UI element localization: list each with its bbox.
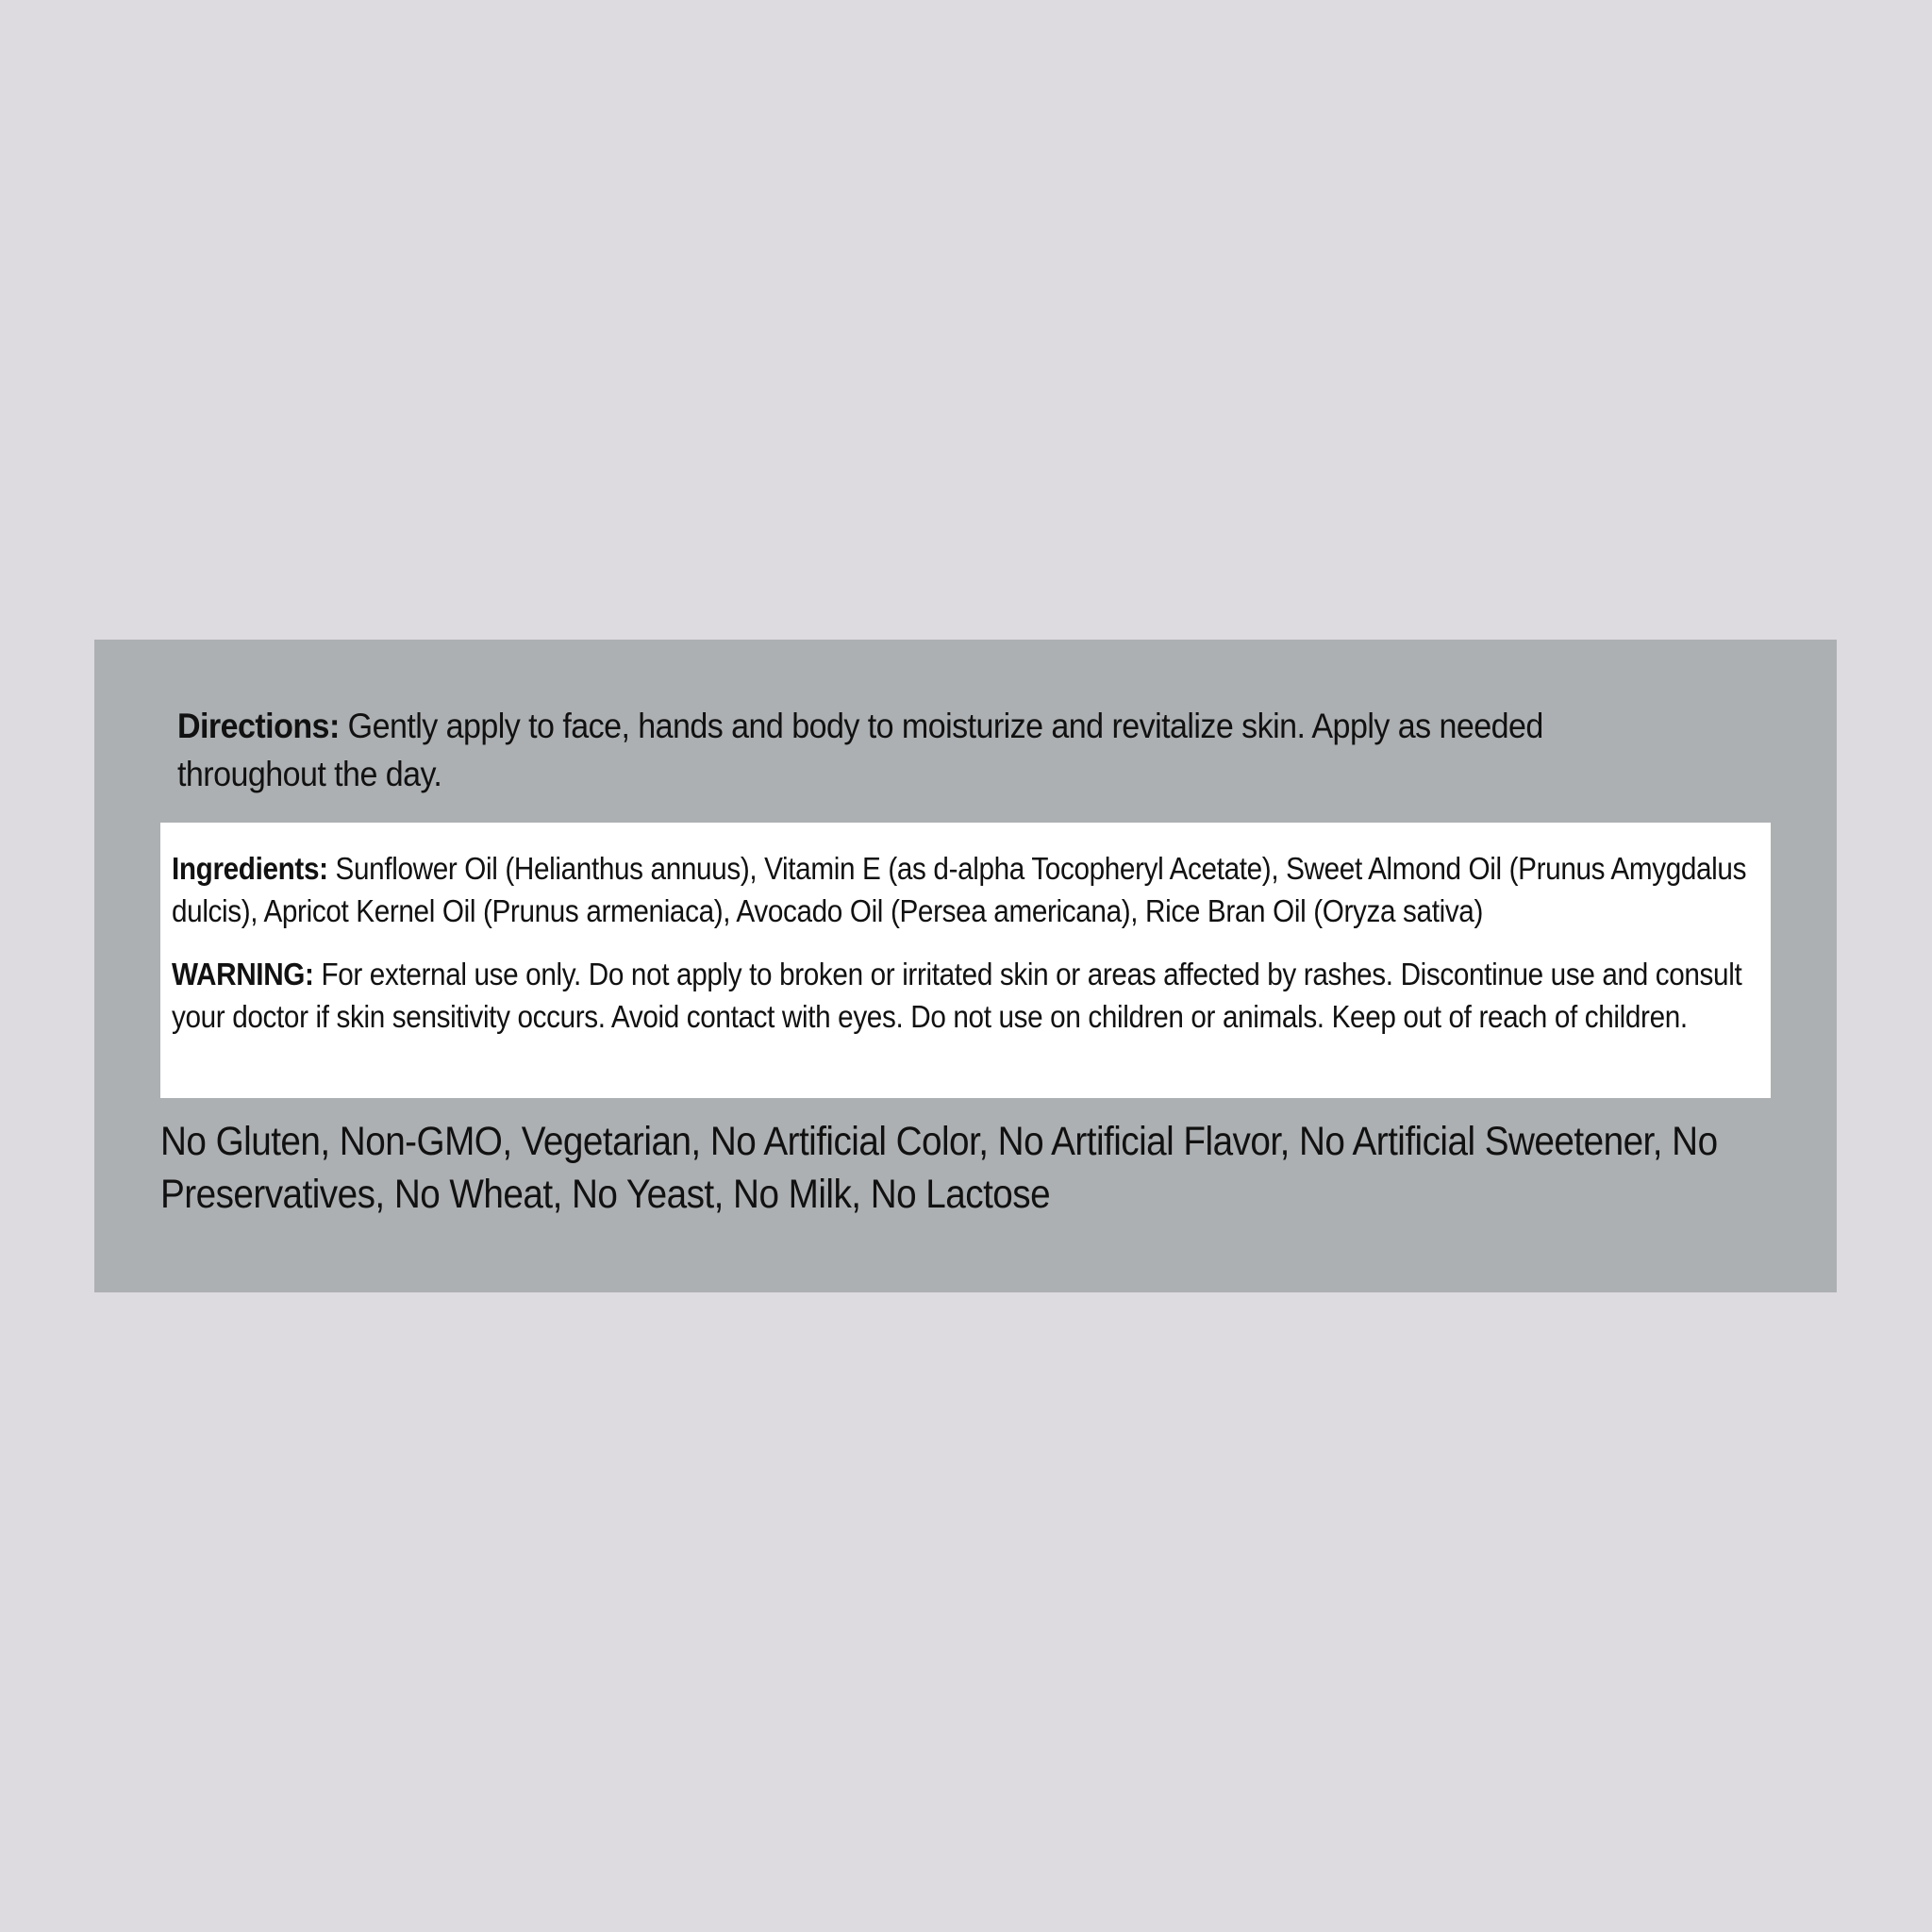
- free-from-claims: No Gluten, Non-GMO, Vegetarian, No Artificial Color, No Artificial Flavor, No Artificial Sweetener, No Preservatives, No Wheat, No Yeast, No Milk, No Lactose: [160, 1119, 1718, 1217]
- warning-label: WARNING:: [172, 957, 314, 991]
- warning-text: [172, 953, 1751, 1038]
- info-box-content: [172, 847, 1751, 1038]
- warning-body: For external use only. Do not apply to broken or irritated skin or areas affected by rashes. Discontinue use and consult your doctor if skin sensitivity occurs. Avoid contact with eyes. Do not use on children or animals. Keep out of reach of children.: [172, 957, 1742, 1034]
- label-panel: [94, 640, 1837, 1292]
- directions-text: [177, 702, 1601, 798]
- ingredients-text: [172, 847, 1751, 932]
- directions-body: Gently apply to face, hands and body to moisturize and revitalize skin. Apply as needed throughout the day.: [177, 707, 1543, 793]
- ingredients-body: Sunflower Oil (Helianthus annuus), Vitamin E (as d-alpha Tocopheryl Acetate), Sweet Almond Oil (Prunus Amygdalus dulcis), Apricot Kernel Oil (Prunus armeniaca), Avocado Oil (Persea americana), Rice Bran Oil (Oryza sativa): [172, 851, 1747, 928]
- ingredients-label: Ingredients:: [172, 851, 328, 886]
- ingredients-warning-box: [160, 823, 1771, 1098]
- directions-label: Directions:: [177, 707, 340, 745]
